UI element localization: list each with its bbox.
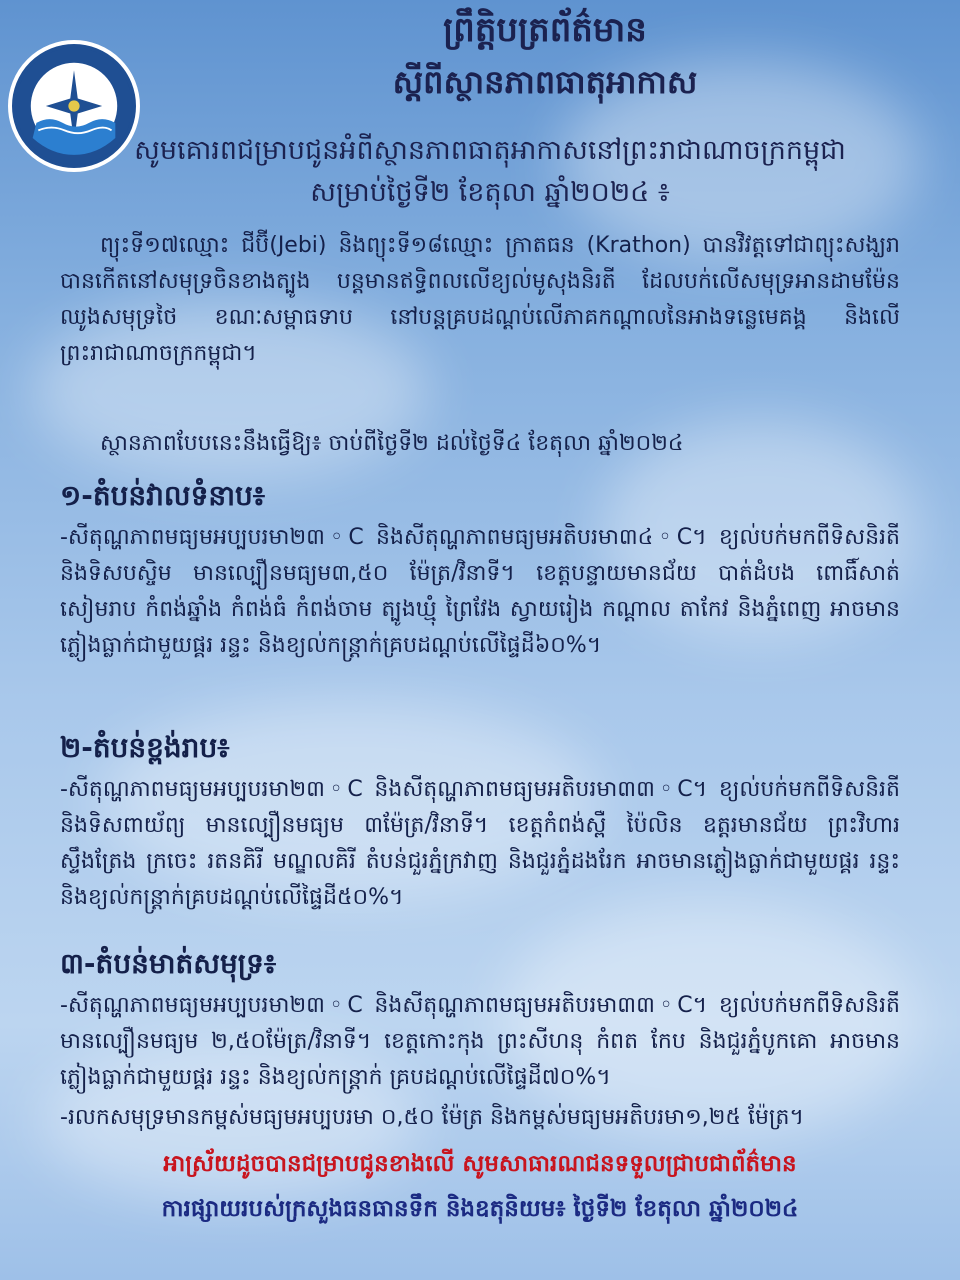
bulletin-title: ព្រឹត្តិបត្រព័ត៌មាន [443,10,647,50]
region-plateau-heading: ២-តំបន់ខ្ពង់រាប៖ [60,731,230,764]
bulletin-source: ការផ្សាយរបស់ក្រសួងធនធានទឹក និងឧតុនិយម៖ ថ្ងៃទី២ ខែតុលា ឆ្នាំ២០២៤ [161,1196,799,1222]
weather-summary: ព្យុះទី១៧ឈ្មោះ ជីប៊ី(Jebi) និងព្យុះទី១៨ឈ្មោះ ក្រាតធន (Krathon) បានវិវត្តទៅជាព្យុះសង្ឃរា បានកើតនៅសមុទ្រចិនខាងត្បូង បន្តមានឥទ្ធិពលលើខ្យល់មូសុងនិរតី ដែលបក់លើសមុទ្រអានដាមម៉ែន ឈូងសមុទ្រថៃ ខណៈសម្ពាធទាប នៅបន្តគ្របដណ្តប់លើភាគកណ្តាលនៃអាងទន្លេមេគង្គ និងលើព្រះរាជាណាចក្រកម្ពុជា។ [60,233,900,366]
bulletin-subtitle: ស្តីពីស្ថានភាពធាតុអាកាស [392,63,698,101]
public-notice: អាស្រ័យដូចបានជម្រាបជូនខាងលើ សូមសាធារណជនទទួលជ្រាបជាព័ត៌មាន [163,1151,797,1177]
intro-line-1: សូមគោរពជម្រាបជូនអំពីស្ថានភាពធាតុអាកាសនៅព្រះរាជាណាចក្រកម្ពុជា [134,135,846,166]
region-plateau-text: -សីតុណ្ហភាពមធ្យមអប្បបរមា២៣◦C និងសីតុណ្ហភាពមធ្យមអតិបរមា៣៣◦C។ ខ្យល់បក់មកពីទិសនិរតី និងទិសពាយ័ព្យ មានល្បឿនមធ្យម ៣ម៉ែត្រ/វិនាទី។ ខេត្តកំពង់ស្ពឺ ប៉ៃលិន ឧត្តរមានជ័យ ព្រះវិហារ ស្ទឹងត្រែង ក្រចេះ រតនគិរី មណ្ឌលគិរី តំបន់ជួរភ្នំក្រវាញ និងជួរភ្នំដងរែក អាចមានភ្លៀងធ្លាក់ជាមួយផ្គរ រន្ទះ និងខ្យល់កន្ត្រាក់គ្របដណ្តប់លើផ្ទៃដី៥០%។ [60,777,900,910]
region-coastal-heading: ៣-តំបន់មាត់សមុទ្រ៖ [60,947,277,980]
region-lowland-heading: ១-តំបន់វាលទំនាប៖ [60,479,266,512]
region-coastal-text: -សីតុណ្ហភាពមធ្យមអប្បបរមា២៣◦C និងសីតុណ្ហភាពមធ្យមអតិបរមា៣៣◦C។ ខ្យល់បក់មកពីទិសនិរតី មានល្បឿនមធ្យម ២,៥០ម៉ែត្រ/វិនាទី។ ខេត្តកោះកុង ព្រះសីហនុ កំពត កែប និងជួរភ្នំបូកគោ អាចមានភ្លៀងធ្លាក់ជាមួយផ្គរ រន្ទះ និងខ្យល់កន្ត្រាក់ គ្របដណ្តប់លើផ្ទៃដី៧០%។ [60,993,900,1090]
wave-height-text: -រលកសមុទ្រមានកម្ពស់មធ្យមអប្បបរមា ០,៥០ ម៉ែត្រ និងកម្ពស់មធ្យមអតិបរមា១,២៥ ម៉ែត្រ។ [60,1105,804,1130]
intro-line-2: សម្រាប់ថ្ងៃទី២ ខែតុលា ឆ្នាំ២០២៤ ៖ [310,177,670,208]
forecast-period: ស្ថានភាពបែបនេះនឹងធ្វើឱ្យ៖ ចាប់ពីថ្ងៃទី២ ដល់ថ្ងៃទី៤ ខែតុលា ឆ្នាំ២០២៤ [100,431,684,456]
region-lowland-text: -សីតុណ្ហភាពមធ្យមអប្បបរមា២៣◦C និងសីតុណ្ហភាពមធ្យមអតិបរមា៣៤◦C។ ខ្យល់បក់មកពីទិសនិរតី និងទិសបស្ចិម មានល្បឿនមធ្យម៣,៥០ ម៉ែត្រ/វិនាទី។ ខេត្តបន្ទាយមានជ័យ បាត់ដំបង ពោធិ៍សាត់ សៀមរាប កំពង់ឆ្នាំង កំពង់ធំ កំពង់ចាម ត្បូងឃ្មុំ ព្រៃវែង ស្វាយរៀង កណ្តាល តាកែវ និងភ្នំពេញ អាចមានភ្លៀងធ្លាក់ជាមួយផ្គរ រន្ទះ និងខ្យល់កន្ត្រាក់គ្របដណ្តប់លើផ្ទៃដី៦០%។ [60,525,901,658]
